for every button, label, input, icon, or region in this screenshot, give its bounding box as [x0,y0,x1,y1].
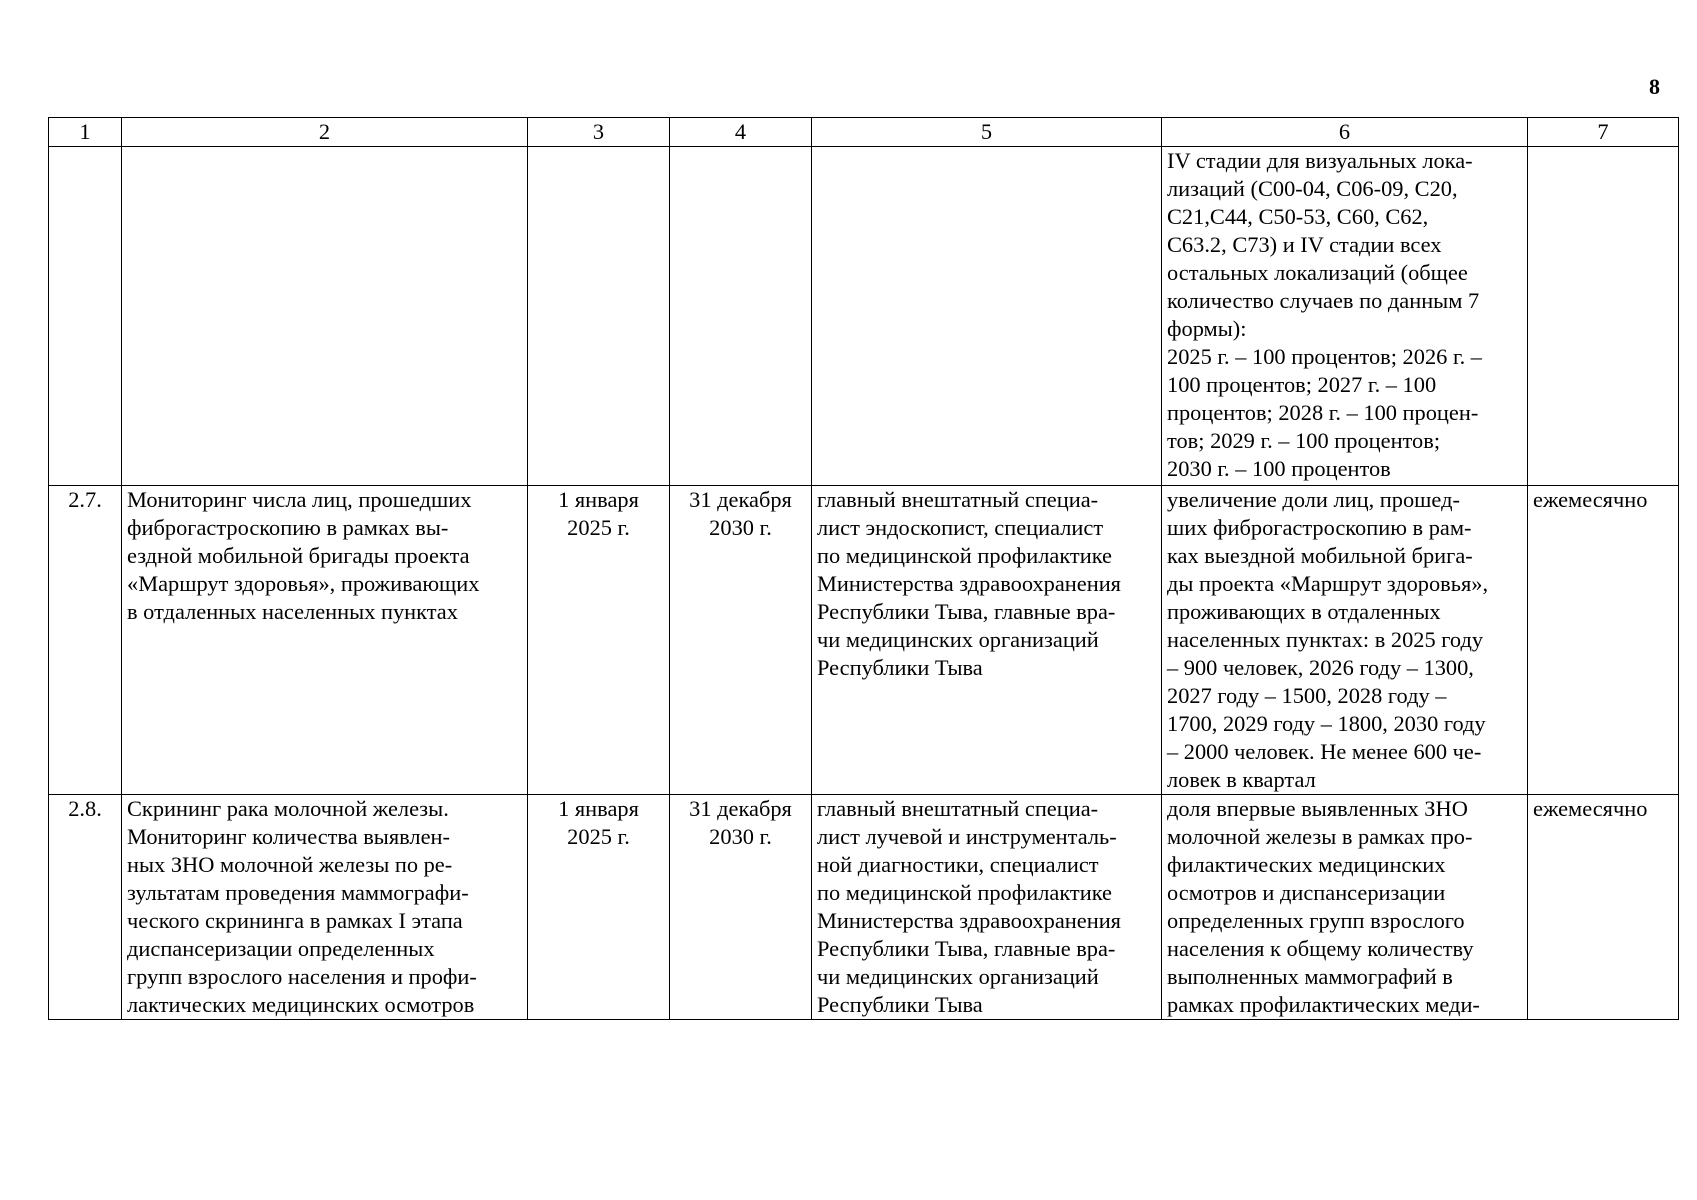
text-line: лист эндоскопист, специалист [817,515,1104,540]
start-date [528,486,670,795]
responsible-persons [812,486,1162,795]
responsible-persons [812,795,1162,1020]
text-line: IV стадии для визуальных лока- [1167,148,1473,173]
text-line: чи медицинских организаций [817,964,1099,989]
column-header: 6 [1162,118,1528,147]
text-line: Республики Тыва [817,655,983,680]
page-number: 8 [1649,74,1660,99]
text-line: проживающих в отдаленных [1167,599,1441,624]
text-line: чи медицинских организаций [817,627,1099,652]
text-line: Республики Тыва, главные вра- [817,936,1116,961]
table-row [49,795,1679,1020]
end-date [670,147,812,486]
text-line: ших фиброгастроскопию в рам- [1167,515,1472,540]
text-line: определенных групп взрослого [1167,908,1465,933]
text-line: остальных локализаций (общее [1167,260,1468,285]
item-number [49,147,122,486]
text-line: ездной мобильной бригады проекта [127,543,470,568]
text-line: ды проекта «Маршрут здоровья», [1167,571,1489,596]
text-line: диспансеризации определенных [127,936,435,961]
text-line: увеличение доли лиц, прошед- [1167,487,1460,512]
text-line: групп взрослого населения и профи- [127,964,477,989]
text-line: тов; 2029 г. – 100 процентов; [1167,428,1441,453]
end-date [670,795,812,1020]
text-line: Республики Тыва [817,992,983,1017]
indicator [1162,147,1528,486]
text-line: Мониторинг количества выявлен- [127,824,450,849]
column-number-row [49,118,1679,147]
text-line: молочной железы в рамках про- [1167,824,1473,849]
text-line: ной диагностики, специалист [817,852,1099,877]
text-line: 2025 г. [567,515,630,540]
column-header: 2 [122,118,528,147]
measures-table [48,117,1679,1020]
table-row [49,486,1679,795]
text-line: зультатам проведения маммографи- [127,880,469,905]
measure-name [122,486,528,795]
text-line: главный внештатный специа- [817,487,1099,512]
text-line: Министерства здравоохранения [817,571,1121,596]
end-date [670,486,812,795]
text-line: С63.2, С73) и IV стадии всех [1167,232,1442,257]
text-line: 2025 г. [567,824,630,849]
frequency: ежемесячно [1528,486,1679,795]
text-line: 2030 г. [709,824,772,849]
indicator [1162,486,1528,795]
text-line: лист лучевой и инструменталь- [817,824,1117,849]
text-line: формы): [1167,316,1247,341]
text-line: ных ЗНО молочной железы по ре- [127,852,453,877]
text-line: 31 декабря [689,487,792,512]
text-line: лизаций (С00-04, С06-09, С20, [1167,176,1458,201]
column-header: 7 [1528,118,1679,147]
column-header: 5 [812,118,1162,147]
frequency: ежемесячно [1528,795,1679,1020]
start-date [528,795,670,1020]
text-line: – 900 человек, 2026 году – 1300, [1167,655,1474,680]
text-line: 31 декабря [689,796,792,821]
text-line: 2027 году – 1500, 2028 году – [1167,683,1447,708]
text-line: 1 января [558,487,639,512]
column-header: 4 [670,118,812,147]
table-row [49,147,1679,486]
text-line: населения к общему количеству [1167,936,1474,961]
text-line: ческого скрининга в рамках I этапа [127,908,463,933]
text-line: рамках профилактических меди- [1167,992,1480,1017]
text-line: 2030 г. – 100 процентов [1167,456,1391,481]
text-line: С21,С44, С50-53, С60, С62, [1167,204,1429,229]
measure-name [122,147,528,486]
text-line: Скрининг рака молочной железы. [127,796,449,821]
text-line: доля впервые выявленных ЗНО [1167,796,1468,821]
text-line: – 2000 человек. Не менее 600 че- [1167,739,1482,764]
column-header: 1 [49,118,122,147]
text-line: ках выездной мобильной брига- [1167,543,1473,568]
text-line: ловек в квартал [1167,767,1316,792]
text-line: осмотров и диспансеризации [1167,880,1446,905]
text-line: по медицинской профилактике [817,880,1112,905]
item-number: 2.8. [49,795,122,1020]
text-line: 2030 г. [709,515,772,540]
text-line: Республики Тыва, главные вра- [817,599,1116,624]
text-line: филактических медицинских [1167,852,1446,877]
text-line: населенных пунктах: в 2025 году [1167,627,1484,652]
text-line: «Маршрут здоровья», проживающих [127,571,480,596]
text-line: по медицинской профилактике [817,543,1112,568]
indicator [1162,795,1528,1020]
start-date [528,147,670,486]
text-line: фиброгастроскопию в рамках вы- [127,515,449,540]
text-line: количество случаев по данным 7 [1167,288,1480,313]
frequency [1528,147,1679,486]
text-line: 1 января [558,796,639,821]
text-line: лактических медицинских осмотров [127,992,475,1017]
text-line: выполненных маммографий в [1167,964,1453,989]
text-line: Министерства здравоохранения [817,908,1121,933]
responsible-persons [812,147,1162,486]
text-line: процентов; 2028 г. – 100 процен- [1167,400,1479,425]
text-line: 1700, 2029 году – 1800, 2030 году [1167,711,1486,736]
text-line: в отдаленных населенных пунктах [127,599,458,624]
text-line: Мониторинг числа лиц, прошедших [127,487,472,512]
measure-name [122,795,528,1020]
text-line: 2025 г. – 100 процентов; 2026 г. – [1167,344,1482,369]
text-line: 100 процентов; 2027 г. – 100 [1167,372,1437,397]
column-header: 3 [528,118,670,147]
text-line: главный внештатный специа- [817,796,1099,821]
item-number: 2.7. [49,486,122,795]
